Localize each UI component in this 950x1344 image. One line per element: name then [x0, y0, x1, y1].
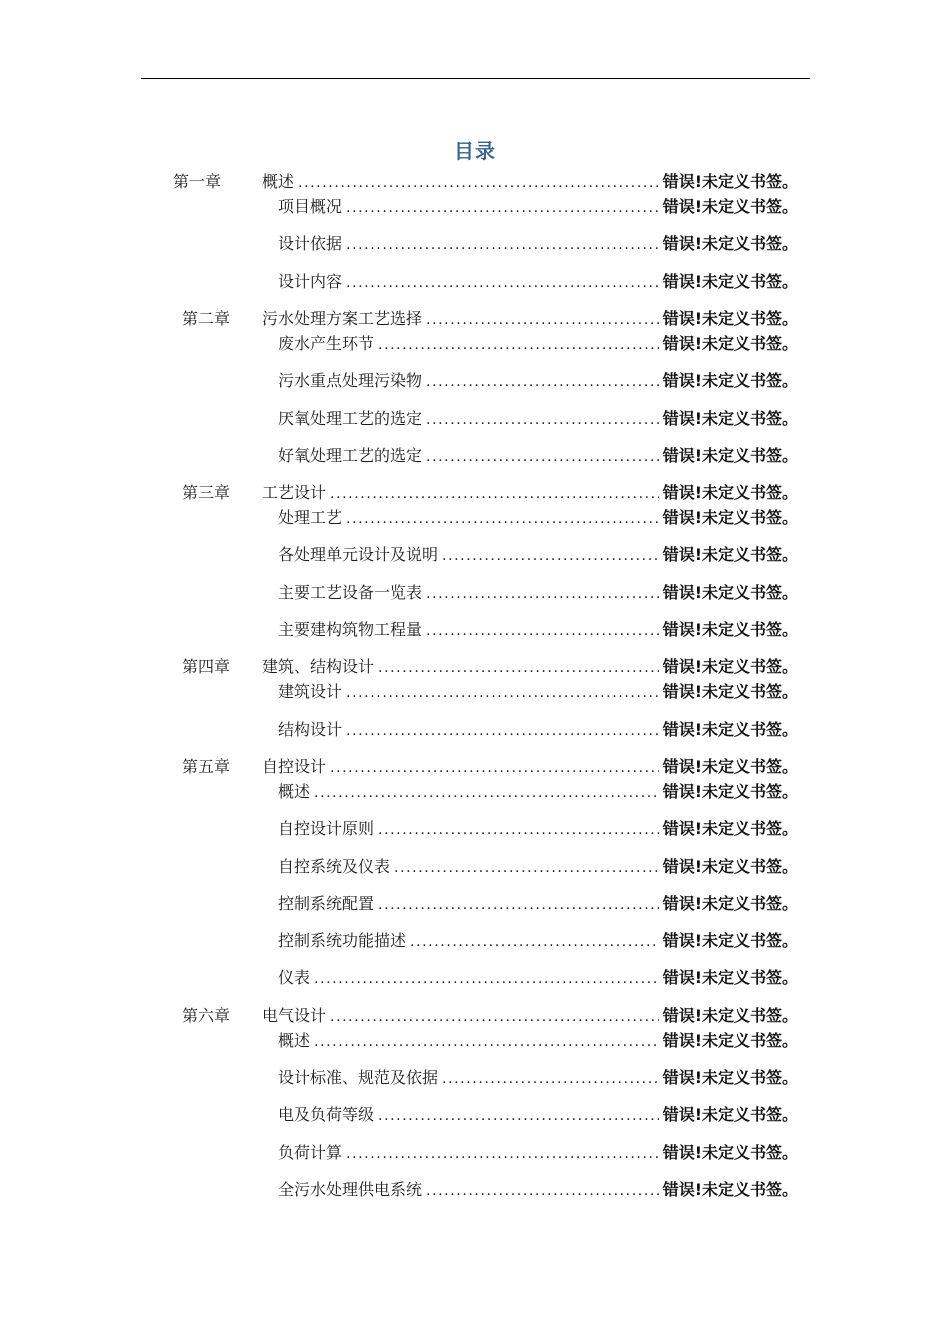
page-reference-error: 错误!未定义书签。 — [662, 1179, 798, 1199]
section-title: 设计内容 — [278, 271, 343, 291]
toc-section-entry[interactable] — [278, 1141, 798, 1165]
page-reference-error: 错误!未定义书签。 — [662, 856, 798, 876]
dot-leader — [442, 1067, 659, 1091]
chapter-number: 第一章 — [173, 172, 222, 191]
chapter-title: 概述 — [262, 172, 295, 191]
dot-leader — [442, 544, 659, 568]
dot-leader — [298, 171, 659, 195]
toc-chapter-entry[interactable] — [182, 481, 798, 505]
dot-leader — [378, 818, 659, 842]
toc-section-entry[interactable] — [278, 369, 798, 393]
page-reference-error: 错误!未定义书签。 — [662, 931, 798, 951]
header-rule — [141, 78, 810, 79]
toc-section-entry[interactable] — [278, 1178, 798, 1202]
section-title: 废水产生环节 — [278, 333, 375, 353]
toc-chapter-entry[interactable] — [182, 755, 798, 779]
section-title: 设计标准、规范及依据 — [278, 1068, 439, 1087]
section-title: 控制系统配置 — [278, 893, 375, 913]
section-title: 设计依据 — [278, 234, 343, 254]
page-reference-error: 错误!未定义书签。 — [662, 234, 798, 254]
dot-leader — [378, 1104, 659, 1128]
section-title: 处理工艺 — [278, 508, 343, 528]
chapter-number: 第六章 — [182, 1005, 231, 1025]
dot-leader — [330, 482, 659, 506]
toc-section-entry[interactable] — [278, 581, 798, 605]
page-reference-error: 错误!未定义书签。 — [662, 620, 798, 639]
section-title: 各处理单元设计及说明 — [278, 545, 439, 565]
dot-leader — [426, 308, 659, 332]
section-title: 概述 — [278, 781, 311, 801]
toc-chapter-entry[interactable] — [173, 170, 798, 194]
toc-section-entry[interactable] — [278, 855, 798, 879]
page-reference-error: 错误!未定义书签。 — [662, 197, 798, 216]
dot-leader — [426, 619, 659, 643]
section-title: 负荷计算 — [278, 1142, 343, 1162]
section-title: 控制系统功能描述 — [278, 931, 407, 951]
page-reference-error: 错误!未定义书签。 — [662, 408, 798, 428]
page-reference-error: 错误!未定义书签。 — [662, 582, 798, 602]
dot-leader — [426, 370, 659, 394]
section-title: 厌氧处理工艺的选定 — [278, 408, 423, 428]
dot-leader — [426, 1179, 659, 1203]
dot-leader — [330, 756, 659, 780]
section-title: 项目概况 — [278, 197, 343, 216]
page-reference-error: 错误!未定义书签。 — [662, 893, 798, 913]
dot-leader — [346, 507, 659, 531]
chapter-number: 第三章 — [182, 483, 231, 503]
chapter-number: 第五章 — [182, 756, 231, 776]
toc-chapter-entry[interactable] — [182, 1004, 798, 1028]
page-reference-error: 错误!未定义书签。 — [662, 371, 798, 391]
chapter-number: 第四章 — [182, 657, 231, 677]
toc-section-entry[interactable] — [278, 817, 798, 841]
page-reference-error: 错误!未定义书签。 — [662, 445, 798, 465]
dot-leader — [378, 893, 659, 917]
toc-section-entry[interactable] — [278, 1029, 798, 1053]
section-title: 污水重点处理污染物 — [278, 371, 423, 391]
page-reference-error: 错误!未定义书签。 — [662, 308, 798, 328]
page-reference-error: 错误!未定义书签。 — [662, 657, 798, 677]
chapter-title: 建筑、结构设计 — [262, 657, 375, 677]
toc-section-entry[interactable] — [278, 407, 798, 431]
section-title: 仪表 — [278, 968, 311, 988]
dot-leader — [346, 271, 659, 295]
toc-section-entry[interactable] — [278, 506, 798, 530]
page-reference-error: 错误!未定义书签。 — [662, 271, 798, 291]
toc-section-entry[interactable] — [278, 195, 798, 219]
page-reference-error: 错误!未定义书签。 — [662, 781, 798, 801]
page-reference-error: 错误!未定义书签。 — [662, 756, 798, 776]
section-title: 建筑设计 — [278, 682, 343, 702]
page-reference-error: 错误!未定义书签。 — [662, 483, 798, 503]
dot-leader — [346, 719, 659, 743]
page-reference-error: 错误!未定义书签。 — [662, 508, 798, 528]
toc-section-entry[interactable] — [278, 780, 798, 804]
section-title: 全污水处理供电系统 — [278, 1179, 423, 1199]
dot-leader — [378, 333, 659, 357]
chapter-number: 第二章 — [182, 308, 231, 328]
section-title: 好氧处理工艺的选定 — [278, 445, 423, 465]
dot-leader — [410, 930, 659, 954]
toc-chapter-entry[interactable] — [182, 655, 798, 679]
page-reference-error: 错误!未定义书签。 — [662, 1142, 798, 1162]
dot-leader — [314, 1030, 659, 1054]
page-reference-error: 错误!未定义书签。 — [662, 819, 798, 839]
section-title: 自控设计原则 — [278, 819, 375, 839]
chapter-title: 污水处理方案工艺选择 — [262, 308, 423, 328]
dot-leader — [426, 408, 659, 432]
page-reference-error: 错误!未定义书签。 — [662, 1105, 798, 1125]
section-title: 结构设计 — [278, 719, 343, 739]
section-title: 主要工艺设备一览表 — [278, 582, 423, 602]
dot-leader — [346, 1142, 659, 1166]
chapter-title: 工艺设计 — [262, 483, 327, 503]
toc-section-entry[interactable] — [278, 929, 798, 953]
chapter-title: 电气设计 — [262, 1005, 327, 1025]
dot-leader — [378, 656, 659, 680]
toc-chapter-entry[interactable] — [182, 307, 798, 331]
toc-section-entry[interactable] — [278, 718, 798, 742]
page-reference-error: 错误!未定义书签。 — [662, 968, 798, 988]
dot-leader — [346, 681, 659, 705]
section-title: 电及负荷等级 — [278, 1105, 375, 1125]
section-title: 自控系统及仪表 — [278, 856, 391, 876]
toc-section-entry[interactable] — [278, 444, 798, 468]
dot-leader — [314, 967, 659, 991]
page-reference-error: 错误!未定义书签。 — [662, 1068, 798, 1087]
chapter-title: 自控设计 — [262, 756, 327, 776]
dot-leader — [314, 781, 659, 805]
section-title: 概述 — [278, 1030, 311, 1050]
page-reference-error: 错误!未定义书签。 — [662, 333, 798, 353]
page-reference-error: 错误!未定义书签。 — [662, 719, 798, 739]
toc-title: 目录 — [454, 139, 496, 163]
toc-section-entry[interactable] — [278, 543, 798, 567]
toc-section-entry[interactable] — [278, 966, 798, 990]
section-title: 主要建构筑物工程量 — [278, 620, 423, 639]
toc-section-entry[interactable] — [278, 232, 798, 256]
dot-leader — [330, 1005, 659, 1029]
page-reference-error: 错误!未定义书签。 — [662, 172, 798, 191]
dot-leader — [394, 856, 659, 880]
toc-section-entry[interactable] — [278, 332, 798, 356]
toc-section-entry[interactable] — [278, 270, 798, 294]
toc-section-entry[interactable] — [278, 892, 798, 916]
dot-leader — [426, 582, 659, 606]
dot-leader — [426, 445, 659, 469]
toc-section-entry[interactable] — [278, 680, 798, 704]
page-reference-error: 错误!未定义书签。 — [662, 545, 798, 565]
dot-leader — [346, 196, 659, 220]
page-reference-error: 错误!未定义书签。 — [662, 1005, 798, 1025]
page-reference-error: 错误!未定义书签。 — [662, 1030, 798, 1050]
dot-leader — [346, 233, 659, 257]
toc-section-entry[interactable] — [278, 1103, 798, 1127]
toc-section-entry[interactable] — [278, 1066, 798, 1090]
page-reference-error: 错误!未定义书签。 — [662, 682, 798, 702]
toc-section-entry[interactable] — [278, 618, 798, 642]
